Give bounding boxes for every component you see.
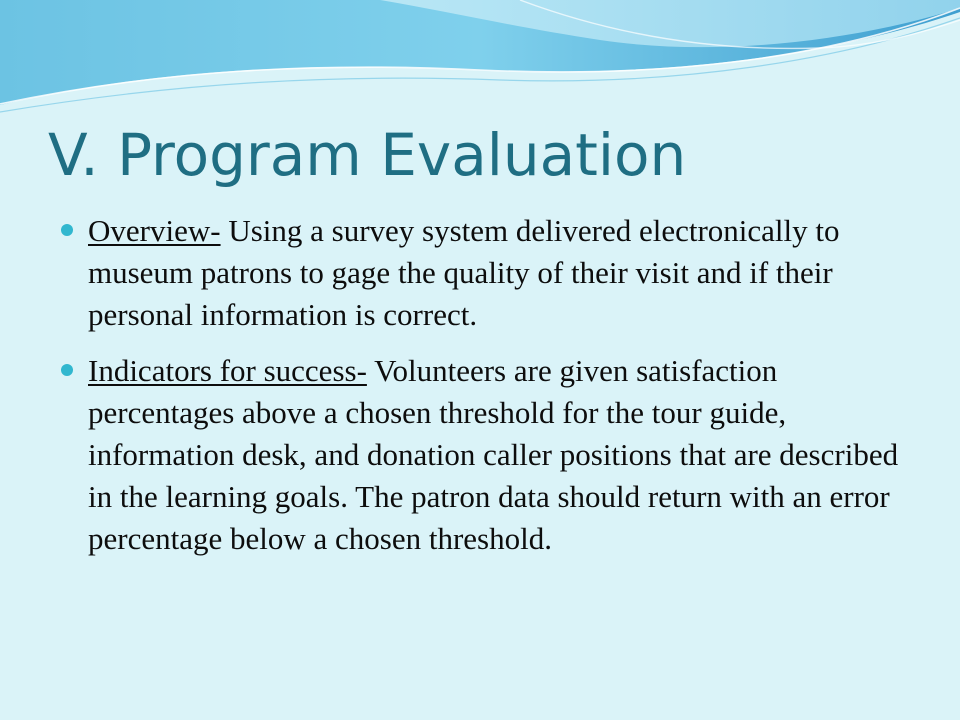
bullet-body: Volunteers are given satisfaction percentages above a chosen threshold for the tour guide, information desk, and donation caller positions that are described in the learning goals. The patron data should return with an error percentage below a chosen threshold. — [88, 353, 899, 556]
bullet-item-indicators — [58, 350, 908, 560]
bullet-list — [58, 210, 908, 574]
bullet-body: Using a survey system delivered electronically to museum patrons to gage the quality of their visit and if their personal information is correct. — [88, 213, 840, 332]
bullet-icon — [61, 364, 73, 376]
bullet-text — [88, 350, 908, 560]
slide-title: V. Program Evaluation — [48, 121, 687, 189]
bullet-icon — [61, 224, 73, 236]
bullet-term: Indicators for success- — [88, 353, 367, 388]
bullet-text — [88, 210, 908, 336]
bullet-item-overview — [58, 210, 908, 336]
bullet-term: Overview- — [88, 213, 221, 248]
header-wave-decoration — [0, 0, 960, 130]
